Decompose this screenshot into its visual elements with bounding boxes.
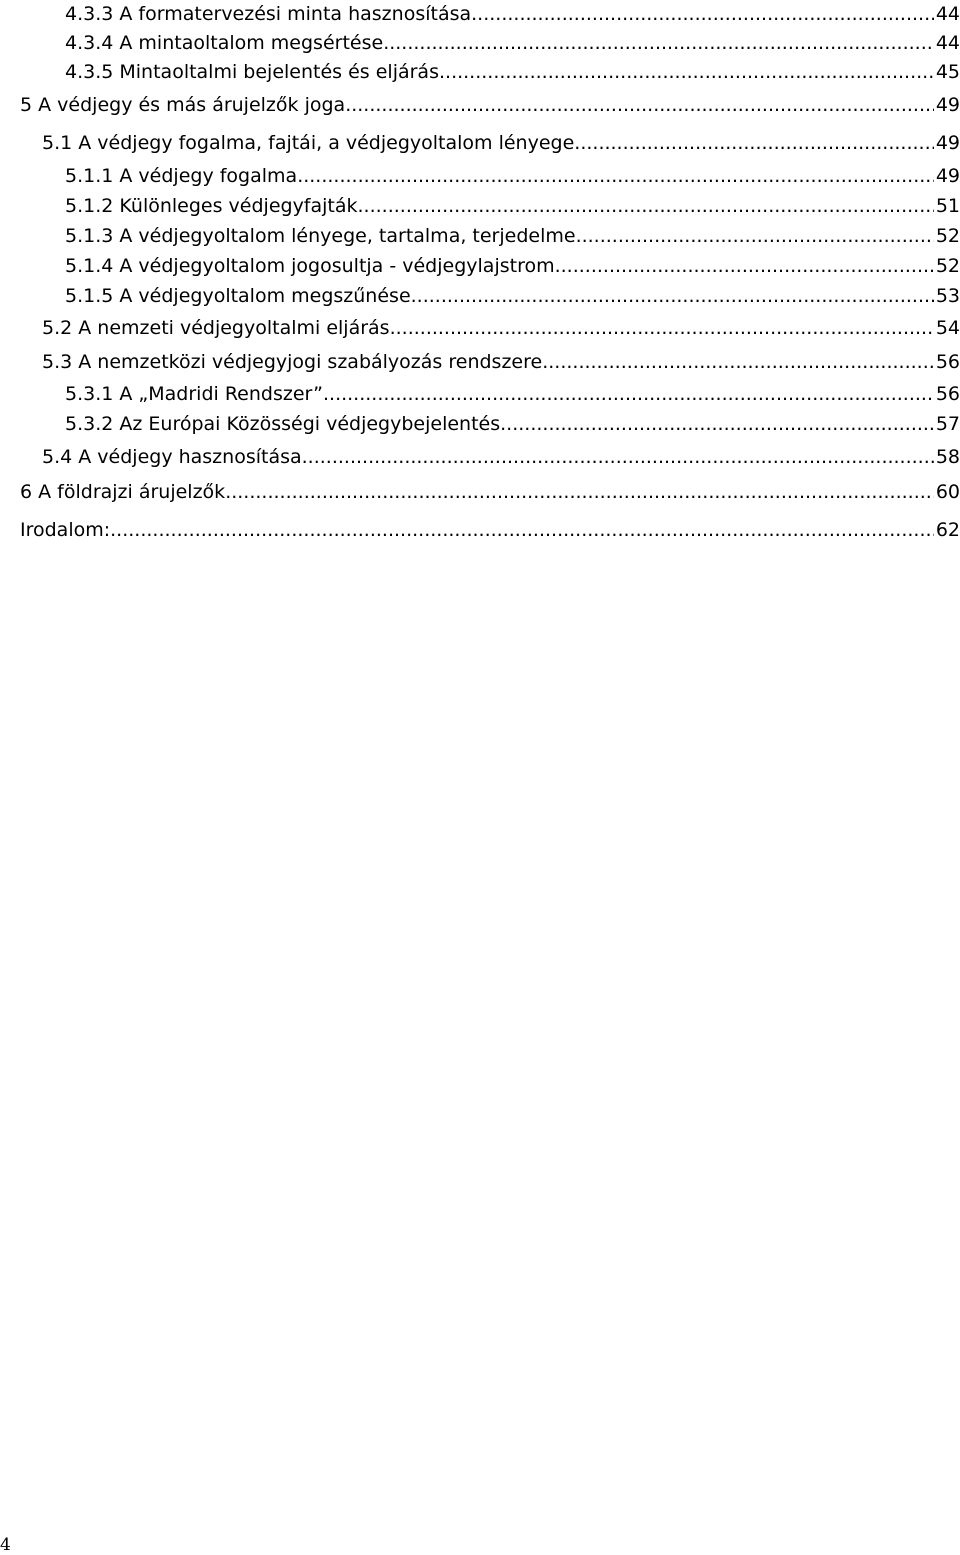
toc-leader-dots — [555, 254, 934, 278]
toc-entry-page: 44 — [935, 3, 960, 25]
toc-entry-page: 49 — [935, 132, 960, 154]
toc-entry-title: 6 A földrajzi árujelzők — [20, 481, 226, 503]
toc-entry[interactable] — [42, 350, 960, 374]
toc-leader-dots — [110, 518, 934, 542]
toc-entry[interactable] — [20, 480, 960, 504]
toc-entry-title: Irodalom: — [20, 519, 111, 541]
page-number: 4 — [0, 1535, 11, 1555]
toc-entry[interactable] — [42, 316, 960, 340]
toc-entry-title: 4.3.3 A formatervezési minta hasznosítása — [65, 3, 472, 25]
toc-leader-dots — [358, 194, 934, 218]
toc-entry-title: 5.4 A védjegy hasznosítása — [42, 446, 302, 468]
toc-leader-dots — [411, 284, 934, 308]
toc-entry-title: 5.3 A nemzetközi védjegyjogi szabályozás rendszere — [42, 351, 543, 373]
toc-entry[interactable] — [42, 445, 960, 469]
toc-entry-page: 57 — [935, 413, 960, 435]
toc-entry[interactable] — [65, 224, 960, 248]
toc-entry-title: 5.1.5 A védjegyoltalom megszűnése — [65, 285, 411, 307]
toc-entry-page: 45 — [935, 61, 960, 83]
toc-entry-title: 5.3.1 A „Madridi Rendszer” — [65, 383, 323, 405]
toc-entry[interactable] — [65, 284, 960, 308]
toc-leader-dots — [297, 164, 934, 188]
toc-leader-dots — [323, 382, 934, 406]
toc-leader-dots — [439, 60, 934, 84]
toc-entry[interactable] — [65, 412, 960, 436]
toc-entry-title: 5 A védjegy és más árujelzők joga — [20, 94, 346, 116]
toc-leader-dots — [302, 445, 934, 469]
toc-entry[interactable] — [20, 518, 960, 542]
toc-entry-title: 5.1.3 A védjegyoltalom lényege, tartalma, terjedelme — [65, 225, 576, 247]
toc-leader-dots — [542, 350, 934, 374]
toc-entry[interactable] — [42, 131, 960, 155]
toc-entry-page: 60 — [935, 481, 960, 503]
toc-entry[interactable] — [20, 93, 960, 117]
toc-entry-page: 49 — [935, 165, 960, 187]
toc-entry[interactable] — [65, 194, 960, 218]
toc-entry-title: 5.1.4 A védjegyoltalom jogosultja - védjegylajstrom — [65, 255, 555, 277]
toc-entry-title: 5.1.1 A védjegy fogalma — [65, 165, 298, 187]
toc-entry-page: 52 — [935, 225, 960, 247]
toc-entry[interactable] — [65, 2, 960, 26]
toc-entry-title: 5.3.2 Az Európai Közösségi védjegybejelentés — [65, 413, 501, 435]
toc-entry[interactable] — [65, 164, 960, 188]
toc-entry-page: 54 — [935, 317, 960, 339]
toc-entry[interactable] — [65, 382, 960, 406]
toc-leader-dots — [500, 412, 934, 436]
toc-entry[interactable] — [65, 60, 960, 84]
toc-entry-title: 5.2 A nemzeti védjegyoltalmi eljárás — [42, 317, 390, 339]
toc-entry-title: 4.3.5 Mintaoltalmi bejelentés és eljárás — [65, 61, 439, 83]
toc-entry-page: 44 — [935, 32, 960, 54]
toc-entry[interactable] — [65, 31, 960, 55]
toc-entry-title: 4.3.4 A mintaoltalom megsértése — [65, 32, 384, 54]
toc-entry-page: 58 — [935, 446, 960, 468]
toc-entry-title: 5.1 A védjegy fogalma, fajtái, a védjegyoltalom lényege — [42, 132, 575, 154]
toc-leader-dots — [390, 316, 934, 340]
toc-leader-dots — [383, 31, 934, 55]
toc-entry-page: 53 — [935, 285, 960, 307]
toc-entry-title: 5.1.2 Különleges védjegyfajták — [65, 195, 358, 217]
toc-entry-page: 56 — [935, 383, 960, 405]
toc-leader-dots — [576, 224, 934, 248]
toc-leader-dots — [345, 93, 934, 117]
toc-entry-page: 52 — [935, 255, 960, 277]
toc-entry-page: 56 — [935, 351, 960, 373]
toc-leader-dots — [471, 2, 934, 26]
toc-entry-page: 51 — [935, 195, 960, 217]
toc-entry-page: 49 — [935, 94, 960, 116]
toc-leader-dots — [225, 480, 934, 504]
toc-entry-page: 62 — [935, 519, 960, 541]
toc-leader-dots — [574, 131, 934, 155]
toc-entry[interactable] — [65, 254, 960, 278]
